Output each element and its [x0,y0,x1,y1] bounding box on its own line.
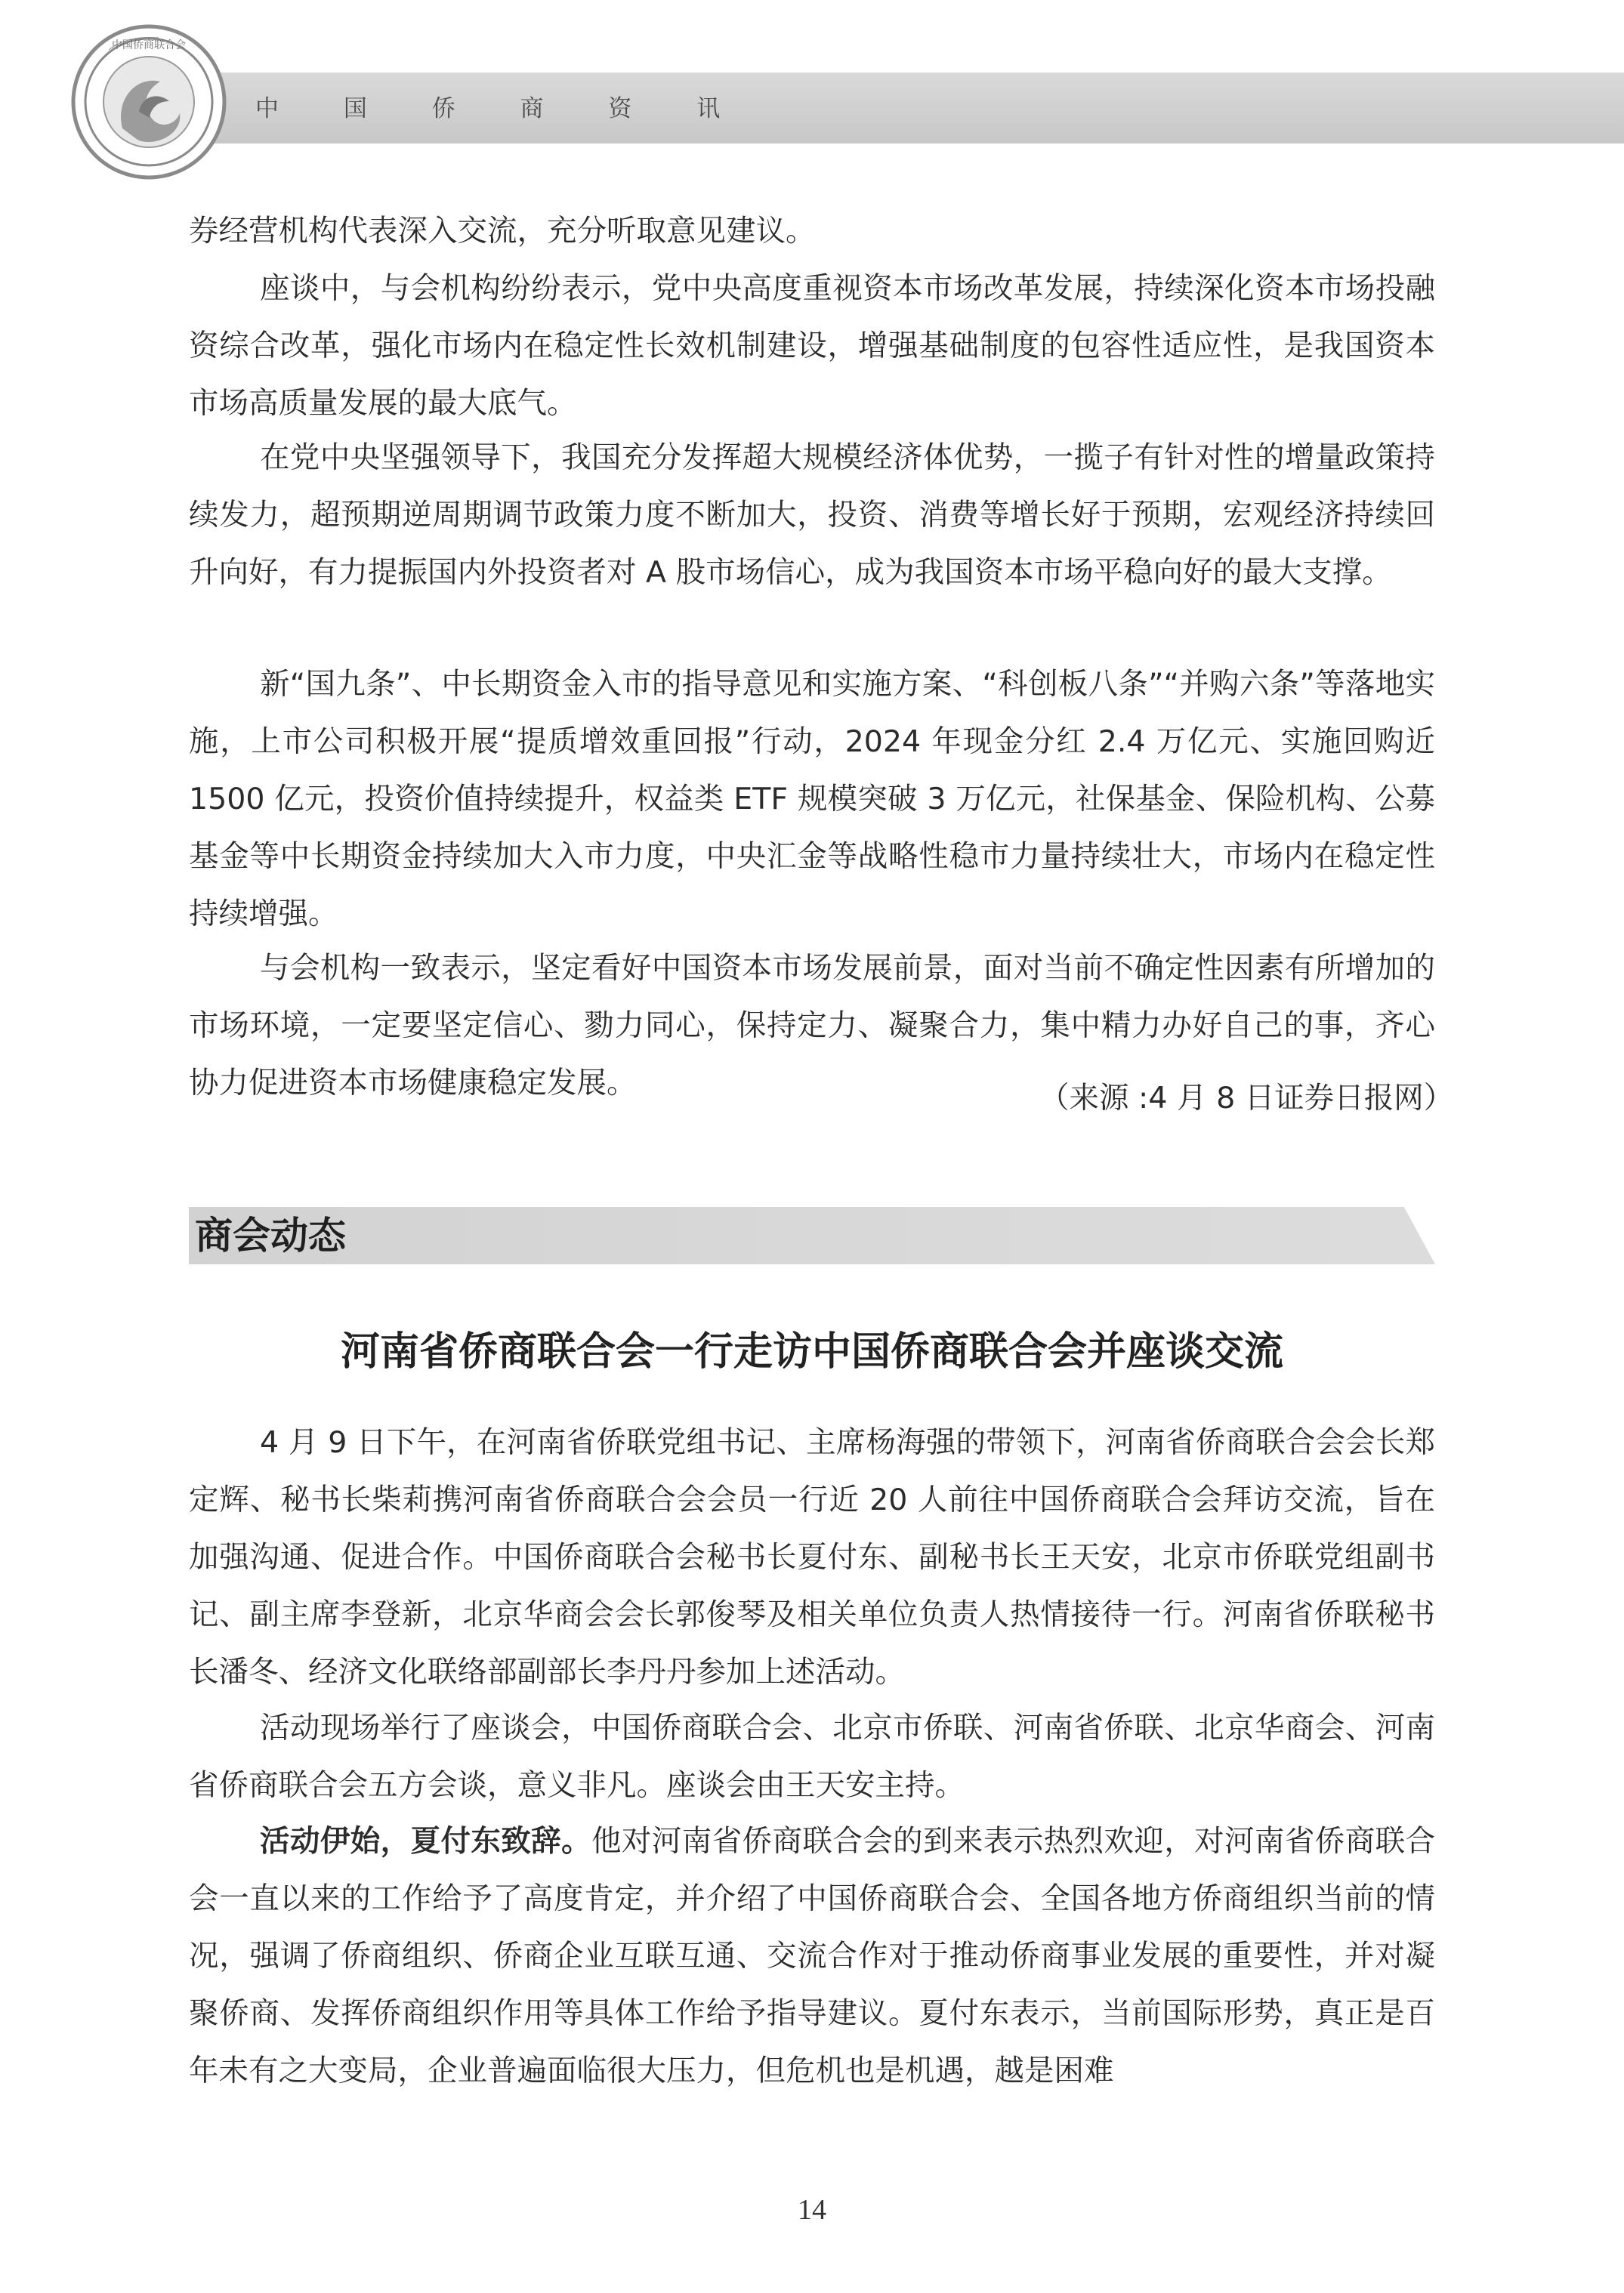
publication-title: 中 国 侨 商 资 讯 [255,95,749,122]
article-title: 河南省侨商联合会一行走访中国侨商联合会并座谈交流 [340,1329,1283,1375]
paragraph-meeting: 座谈中，与会机构纷纷表示，党中央高度重视资本市场改革发展，持续深化资本市场投融资综合改革，强化市场内在稳定性长效机制建设，增强基础制度的包容性适应性，是我国资本市场高质量发展的最大底气。 [189,271,1435,421]
speech-body: 他对河南省侨商联合会的到来表示热烈欢迎，对河南省侨商联合会一直以来的工作给予了高度肯定，并介绍了中国侨商联合会、全国各地方侨商组织当前的情况，强调了侨商组织、侨商企业互联互通、交流合作对于推动侨商事业发展的重要性，并对凝聚侨商、发挥侨商组织作用等具体工作给予指导建议。夏付东表示，当前国际形势，真正是百年未有之大变局，企业普遍面临很大压力，但危机也是机遇，越是困难 [189,1824,1436,2088]
paragraph-leadership: 在党中央坚强领导下，我国充分发挥超大规模经济体优势，一揽子有针对性的增量政策持续发力，超预期逆周期调节政策力度不断加大，投资、消费等增长好于预期，宏观经济持续回升向好，有力提振国内外投资者对 A 股市场信心，成为我国资本市场平稳向好的最大支撑。 [189,440,1435,590]
paragraph-consensus: 与会机构一致表示，坚定看好中国资本市场发展前景，面对当前不确定性因素有所增加的市场环境，一定要坚定信心、勠力同心，保持定力、凝聚合力，集中精力办好自己的事，齐心协力促进资本市场健康稳定发展。 [189,951,1435,1100]
svg-text:中国侨商联合会: 中国侨商联合会 [112,39,186,51]
source-note: （来源 :4 月 8 日证券日报网） [1039,1081,1454,1116]
section-title: 商会动态 [195,1213,346,1258]
speech-lead: 活动伊始，夏付东致辞。 [260,1824,591,1859]
article-paragraph-visit: 4 月 9 日下午，在河南省侨联党组书记、主席杨海强的带领下，河南省侨商联合会会长郑定辉、秘书长柴莉携河南省侨商联合会会员一行近 20 人前往中国侨商联合会拜访交流，旨在加强沟通、促进合作。中国侨商联合会秘书长夏付东、副秘书长王天安，北京市侨联党组副书记、副主席李登新，北京华商会会长郭俊琴及相关单位负责人热情接待一行。河南省侨联秘书长潘冬、经济文化联络部副部长李丹丹参加上述活动。 [189,1425,1435,1690]
organization-logo [69,23,228,181]
paragraph-continued: 券经营机构代表深入交流，充分听取意见建议。 [189,214,816,248]
page-number: 14 [798,2194,826,2226]
paragraph-policies: 新“国九条”、中长期资金入市的指导意见和实施方案、“科创板八条”“并购六条”等落地实施，上市公司积极开展“提质增效重回报”行动，2024 年现金分红 2.4 万亿元、实施回购近 1500 亿元，投资价值持续提升，权益类 ETF 规模突破 3 万亿元，社保基金、保险机构、公募基金等中长期资金持续加大入市力度，中央汇金等战略性稳市力量持续壮大，市场内在稳定性持续增强。 [189,667,1435,931]
section-band [189,1207,1435,1264]
article-paragraph-forum: 活动现场举行了座谈会，中国侨商联合会、北京市侨联、河南省侨联、北京华商会、河南省侨商联合会五方会谈，意义非凡。座谈会由王天安主持。 [189,1711,1435,1803]
article-paragraph-speech [189,1813,1435,2100]
